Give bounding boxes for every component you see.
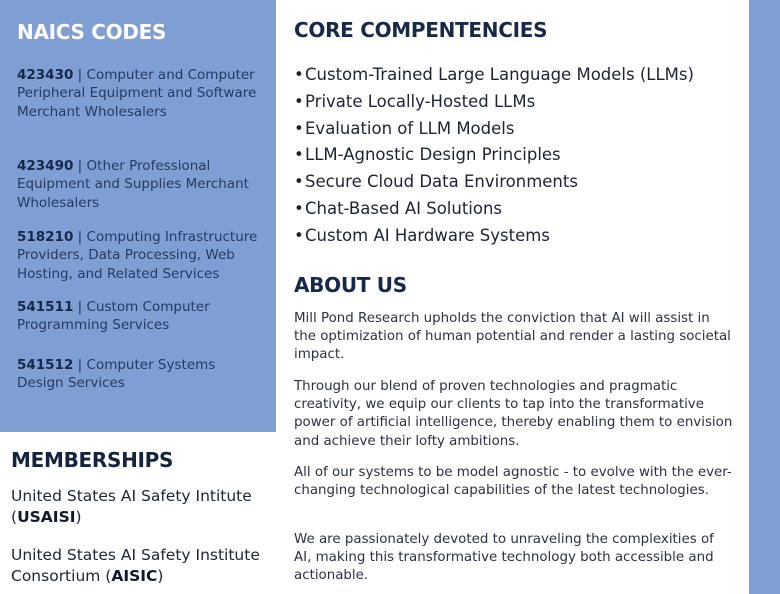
- membership-close: ): [75, 508, 82, 526]
- membership-item: [11, 545, 273, 587]
- membership-name: United States AI Safety Institute Consortium (: [11, 546, 260, 585]
- bullet-icon: •: [294, 145, 304, 165]
- memberships-section: [11, 448, 273, 585]
- naics-code: 541511: [17, 299, 74, 315]
- naics-separator: |: [77, 299, 83, 315]
- naics-description: Computing Infrastructure Providers, Data Processing, Web Hosting, and Related Services: [17, 229, 258, 282]
- naics-code: 423490: [17, 158, 74, 174]
- list-item: •Chat-Based AI Solutions: [294, 196, 694, 223]
- naics-description: Other Professional Equipment and Supplies Merchant Wholesalers: [17, 158, 249, 211]
- naics-description: Computer and Computer Peripheral Equipment and Software Merchant Wholesalers: [17, 67, 257, 120]
- about-paragraph: All of our systems to be model agnostic - to evolve with the ever-changing technological capabilities of the latest technologies.: [294, 465, 732, 499]
- core-competencies-list: [294, 62, 694, 250]
- membership-abbr: AISIC: [111, 567, 158, 585]
- naics-item: [17, 228, 265, 283]
- membership-close: ): [157, 567, 164, 585]
- naics-code: 518210: [17, 229, 74, 245]
- naics-code: 541512: [17, 357, 74, 373]
- list-item: •LLM-Agnostic Design Principles: [294, 142, 694, 169]
- list-item: •Private Locally-Hosted LLMs: [294, 89, 694, 116]
- naics-separator: |: [77, 158, 83, 174]
- membership-abbr: USAISI: [17, 508, 76, 526]
- bullet-icon: •: [294, 118, 304, 138]
- naics-item: [17, 356, 265, 393]
- naics-panel: [0, 0, 276, 432]
- naics-separator: |: [77, 357, 83, 373]
- list-item: •Custom-Trained Large Language Models (LLMs): [294, 62, 694, 89]
- naics-title: NAICS CODES: [17, 20, 167, 44]
- about-paragraph: We are passionately devoted to unraveling the complexities of AI, making this transformative technology both accessible and actionable.: [294, 532, 714, 584]
- naics-code: 423430: [17, 67, 74, 83]
- about-us-title: ABOUT US: [294, 273, 407, 297]
- naics-separator: |: [77, 67, 83, 83]
- naics-item: [17, 298, 265, 335]
- naics-item: [17, 66, 265, 121]
- naics-description: Custom Computer Programming Services: [17, 299, 210, 334]
- naics-separator: |: [77, 229, 83, 245]
- bullet-icon: •: [294, 172, 304, 192]
- about-paragraph: Mill Pond Research upholds the conviction that AI will assist in the optimization of human potential and render a lasting societal impact.: [294, 311, 731, 363]
- memberships-title: MEMBERSHIPS: [11, 448, 174, 472]
- membership-item: [11, 486, 273, 528]
- decorative-strip: [749, 0, 780, 594]
- bullet-icon: •: [294, 225, 304, 245]
- naics-description: Computer Systems Design Services: [17, 357, 216, 392]
- bullet-icon: •: [294, 198, 304, 218]
- list-item: •Evaluation of LLM Models: [294, 116, 694, 143]
- list-item: •Secure Cloud Data Environments: [294, 169, 694, 196]
- bullet-icon: •: [294, 65, 304, 84]
- naics-item: [17, 157, 265, 212]
- core-competencies-title: CORE COMPENTENCIES: [294, 18, 548, 42]
- about-paragraph: Through our blend of proven technologies and pragmatic creativity, we equip our clients to tap into the transformative power of artificial intelligence, thereby enabling them to envision and achieve their lofty ambitions.: [294, 379, 733, 449]
- list-item: •Custom AI Hardware Systems: [294, 223, 694, 250]
- bullet-icon: •: [294, 91, 304, 111]
- membership-name: United States AI Safety Intitute (: [11, 487, 252, 526]
